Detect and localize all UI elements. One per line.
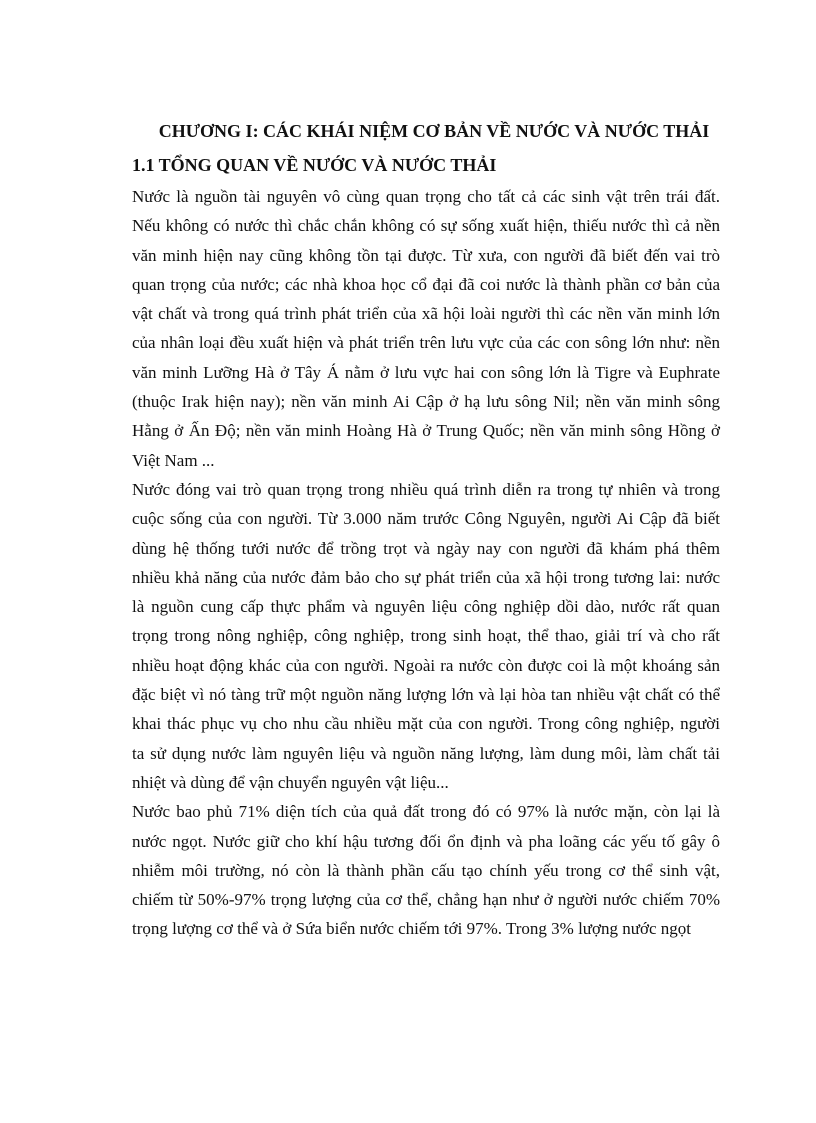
text-line: Việt Nam ... (132, 450, 215, 470)
text-line: trọng trong nông nghiệp, công nghiệp, trong sinh hoạt, thể thao, giải trí và cho rất (132, 626, 720, 646)
text-line: nhiễm môi trường, nó còn là thành phần cấu tạo chính yếu trong cơ thể sinh vật, (132, 860, 720, 880)
text-line: Nước đóng vai trò quan trọng trong nhiều quá trình diễn ra trong tự nhiên và trong (132, 479, 720, 499)
text-line: đặc biệt vì nó tàng trữ một nguồn năng lượng lớn và lại hòa tan nhiều vật chất có thể (132, 685, 720, 705)
text-line: nhiều khả năng của nước đảm bảo cho sự phát triển của xã hội trong tương lai: nước (132, 567, 720, 587)
text-line: của nhân loại đều xuất hiện và phát triển trên lưu vực của các con sông lớn như: nền (132, 333, 720, 353)
text-line: (thuộc Irak hiện nay); nền văn minh Ai Cập ở hạ lưu sông Nil; nền văn minh sông (132, 392, 720, 412)
text-line: dùng hệ thống tưới nước để trồng trọt và ngày nay con người đã khám phá thêm (132, 538, 720, 558)
text-line: văn minh hiện nay cũng không tồn tại được. Từ xưa, con người đã biết đến vai trò (132, 245, 720, 265)
paragraph (132, 182, 720, 475)
section-title: 1.1 TỔNG QUAN VỀ NƯỚC VÀ NƯỚC THẢI (132, 155, 497, 175)
text-line: Nếu không có nước thì chắc chắn không có sự sống xuất hiện, thiếu nước thì cả nền (132, 216, 720, 236)
text-line: văn minh Lưỡng Hà ở Tây Á nằm ở lưu vực hai con sông lớn là Tigre và Euphrate (132, 362, 720, 382)
document-page (132, 118, 720, 944)
text-line: Hằng ở Ấn Độ; nền văn minh Hoàng Hà ở Trung Quốc; nền văn minh sông Hồng ở (132, 421, 720, 441)
paragraph (132, 475, 720, 797)
text-line: quan trọng của nước; các nhà khoa học cổ đại đã coi nước là thành phần cơ bản của (132, 274, 720, 294)
text-line: chiếm từ 50%-97% trọng lượng của cơ thể, chẳng hạn như ở người nước chiếm 70% (132, 890, 720, 910)
chapter-title: CHƯƠNG I: CÁC KHÁI NIỆM CƠ BẢN VỀ NƯỚC VÀ NƯỚC THẢI (158, 121, 710, 141)
text-line: nhiều hoạt động khác của con người. Ngoài ra nước còn được coi là một khoáng sản (132, 655, 720, 675)
text-line: là nguồn cung cấp thực phẩm và nguyên liệu công nghiệp dồi dào, nước rất quan (132, 597, 720, 617)
text-line: khai thác phục vụ cho nhu cầu nhiều mặt của con người. Trong công nghiệp, người (132, 714, 720, 734)
text-line: Nước bao phủ 71% diện tích của quả đất trong đó có 97% là nước mặn, còn lại là (132, 802, 720, 822)
text-line: trọng lượng cơ thể và ở Sứa biển nước chiếm tới 97%. Trong 3% lượng nước ngọt (132, 919, 691, 939)
text-line: ta sử dụng nước làm nguyên liệu và nguồn năng lượng, làm dung môi, làm chất tải (132, 743, 720, 763)
text-line: nhiệt và dùng để vận chuyển nguyên vật liệu... (132, 772, 449, 792)
body-text (132, 182, 720, 944)
text-line: Nước là nguồn tài nguyên vô cùng quan trọng cho tất cả các sinh vật trên trái đất. (132, 187, 720, 206)
text-line: vật chất và trong quá trình phát triển của xã hội loài người thì các nền văn minh lớn (132, 304, 720, 324)
paragraph (132, 797, 720, 943)
text-line: nước ngọt. Nước giữ cho khí hậu tương đối ổn định và pha loãng các yếu tố gây ô (132, 831, 720, 851)
text-line: cuộc sống của con người. Từ 3.000 năm trước Công Nguyên, người Ai Cập đã biết (132, 509, 720, 529)
